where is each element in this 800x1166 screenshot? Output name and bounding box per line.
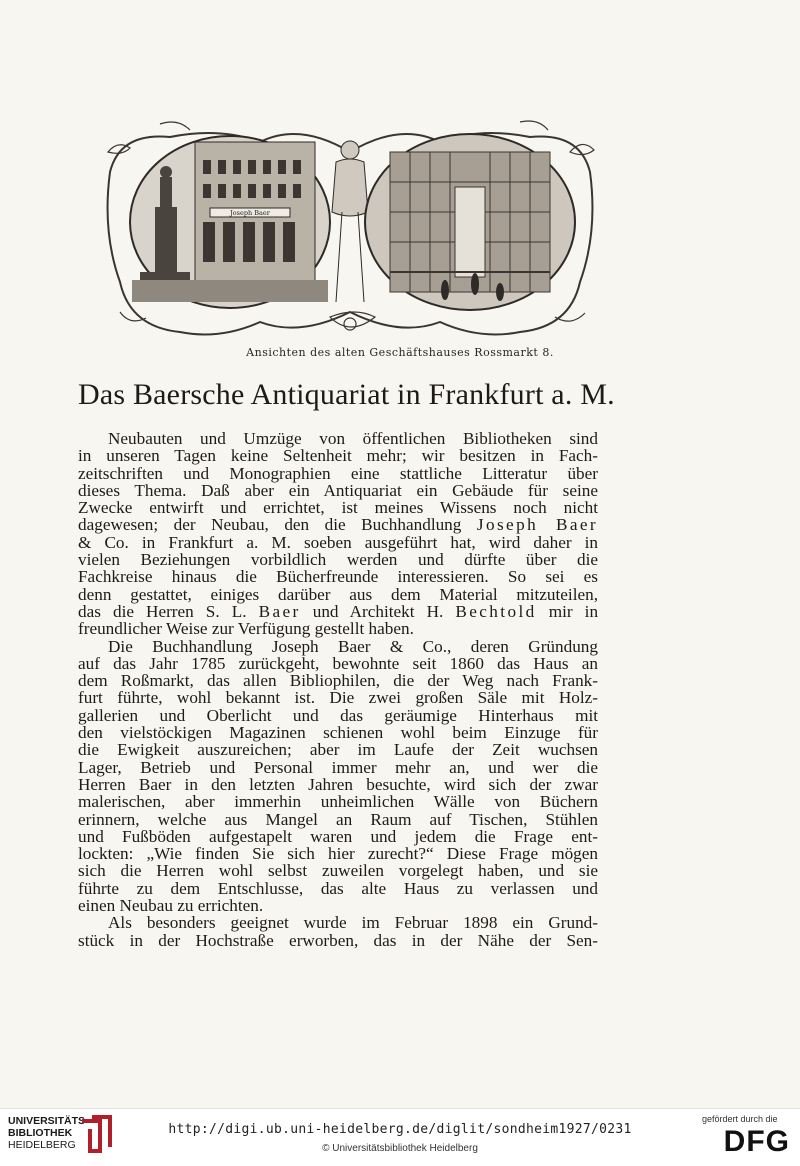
ub-label-line1: UNIVERSITÄTS- xyxy=(8,1115,89,1127)
text-line: Herren Baer in den letzten Jahren besuchte, wird sich der zwar xyxy=(78,774,598,794)
text-line: Neubauten und Umzüge von öffentlichen Bibliotheken sind xyxy=(108,429,598,448)
permalink-url[interactable]: http://digi.ub.uni-heidelberg.de/diglit/sondheim1927/0231 xyxy=(168,1122,632,1137)
spaced-name-bechtold: Bechtold xyxy=(455,601,537,621)
text-line: zeitschriften und Monographien eine stattliche Litteratur über xyxy=(78,463,598,483)
text-line: malerischen, aber immerhin unheimlichen Wälle von Büchern xyxy=(78,792,598,812)
viewer-footer xyxy=(0,1108,800,1166)
text-line: furt führte, wohl bekannt ist. Die zwei großen Säle mit Holz- xyxy=(78,688,598,708)
spaced-name-joseph-baer: Joseph Baer xyxy=(476,515,598,535)
square-ground xyxy=(132,280,328,302)
text-line-spaced xyxy=(78,516,598,533)
text-line: Zwecke entwirft und errichtet, ist meines Wissens noch nicht xyxy=(78,498,598,518)
text-fragment: das die Herren S. L. xyxy=(78,601,247,621)
text-line: & Co. in Frankfurt a. M. soeben ausgeführt hat, wird daher in xyxy=(78,532,598,552)
text-fragment: dagewesen; der Neubau, den die Buchhandlung xyxy=(78,515,462,535)
copyright-notice: © Universitätsbibliothek Heidelberg xyxy=(322,1143,478,1154)
text-line: lockten: „Wie finden Sie sich hier zurecht?“ Diese Frage mögen xyxy=(78,844,598,864)
text-fragment: mir in xyxy=(548,601,599,621)
ub-label-line2: BIBLIOTHEK xyxy=(8,1127,73,1139)
text-fragment: und Architekt H. xyxy=(312,601,444,621)
library-shelves xyxy=(390,152,550,292)
text-line: auf das Jahr 1785 zurückgeht, bewohnte seit 1860 das Haus an xyxy=(78,653,598,673)
central-figure xyxy=(332,141,368,302)
shop-sign: Joseph Baer xyxy=(230,209,270,217)
spaced-name-baer: Baer xyxy=(258,601,301,621)
engraving-illustration xyxy=(100,112,600,342)
text-line: führte zu dem Entschlusse, das alte Haus zu verlassen und xyxy=(78,878,598,898)
ub-label-line3: HEIDELBERG xyxy=(8,1139,76,1151)
article-title: Das Baersche Antiquariat in Frankfurt a. M. xyxy=(78,378,615,411)
text-line: dem Roßmarkt, das allen Bibliophilen, die der Weg nach Frank- xyxy=(78,671,598,691)
dfg-logo[interactable]: DFG xyxy=(723,1125,790,1158)
dfg-caption: gefördert durch die xyxy=(702,1114,778,1124)
text-line: dieses Thema. Daß aber ein Antiquariat ein Gebäude für seine xyxy=(78,480,598,500)
text-line: Als besonders geeignet wurde im Februar 1898 ein Grund- xyxy=(108,913,598,933)
text-line: Die Buchhandlung Joseph Baer & Co., deren Gründung xyxy=(108,636,598,656)
text-line: erinnern, welche aus Mangel an Raum auf Tischen, Stühlen xyxy=(78,809,598,829)
text-line: gallerien und Oberlicht und das geräumige Hinterhaus mit xyxy=(78,705,598,725)
text-line: sich die Herren wohl selbst zuweilen vorgelegt haben, und sie xyxy=(78,861,598,881)
text-line: und Fußböden aufgestapelt waren und jedem die Frage ent- xyxy=(78,826,598,846)
article-body xyxy=(78,430,598,949)
text-line: vielen Beziehungen vorbildlich werden und dürfte über die xyxy=(78,550,598,570)
text-line: die Ewigkeit auszureichen; aber im Laufe der Zeit wuchsen xyxy=(78,740,598,760)
text-line: denn gestattet, einiges darüber aus dem Material mitzuteilen, xyxy=(78,584,598,604)
text-line: einen Neubau zu errichten. xyxy=(78,896,264,916)
text-line: in unseren Tagen keine Seltenheit mehr; wir besitzen in Fach- xyxy=(78,446,598,466)
text-line: stück in der Hochstraße erworben, das in der Nähe der Sen- xyxy=(78,930,598,950)
text-line: Fachkreise hinaus die Bücherfreunde interessieren. So sei es xyxy=(78,567,598,587)
text-line: freundlicher Weise zur Verfügung gestellt haben. xyxy=(78,619,414,639)
text-line: den vielstöckigen Magazinen schienen wohl beim Einzuge für xyxy=(78,723,598,743)
illustration-caption: Ansichten des alten Geschäftshauses Rossmarkt 8. xyxy=(246,346,554,359)
text-line: Lager, Betrieb und Personal immer mehr an, und wer die xyxy=(78,757,598,777)
text-line-spaced xyxy=(78,603,598,620)
